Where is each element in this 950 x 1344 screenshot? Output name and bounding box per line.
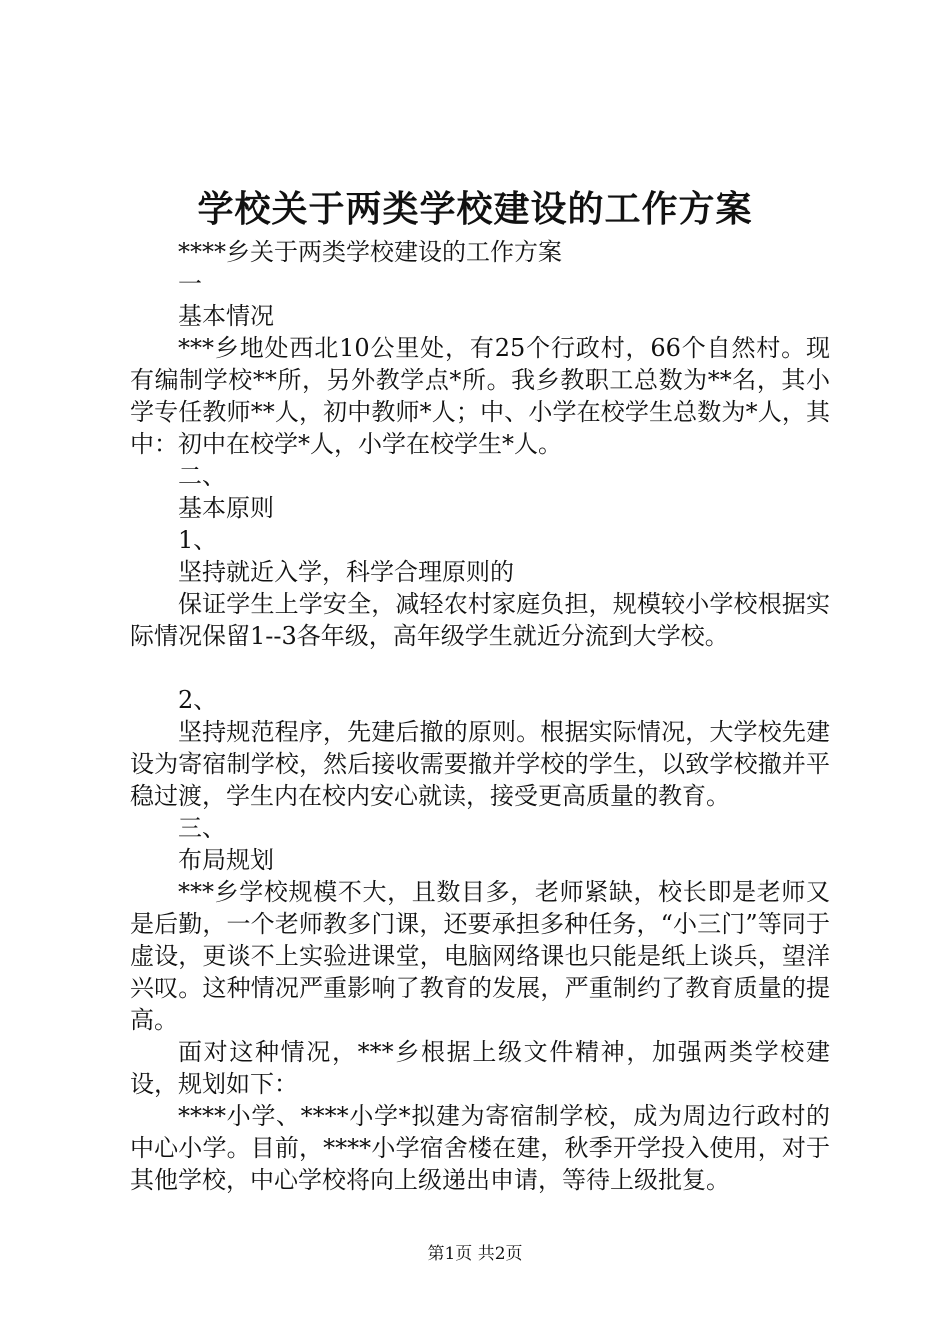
paragraph-boarding-schools: ****小学、****小学*拟建为寄宿制学校，成为周边行政村的中心小学。目前，****小学宿舍楼在建，秋季开学投入使用，对于其他学校，中心学校将向上级递出申请，等待上级批复。 — [130, 1102, 830, 1194]
item-heading-nearby-enrollment: 坚持就近入学，科学合理原则的 — [178, 558, 514, 586]
section-heading-layout-planning: 布局规划 — [178, 846, 274, 874]
section-heading-basic-principles: 基本原则 — [178, 494, 274, 522]
page-footer: 第1页 共2页 — [427, 1244, 523, 1264]
document-body — [130, 236, 830, 1196]
section-number-3: 三、 — [178, 814, 226, 842]
blank-line — [130, 652, 830, 684]
document-title: 学校关于两类学校建设的工作方案 — [197, 188, 753, 230]
section-number-1: 一 — [178, 270, 202, 298]
paragraph-standard-procedure: 坚持规范程序，先建后撤的原则。根据实际情况，大学校先建设为寄宿制学校，然后接收需要撤并学校的学生，以致学校撤并平稳过渡，学生内在校内安心就读，接受更高质量的教育。 — [130, 718, 830, 810]
item-number-2: 2、 — [178, 686, 218, 714]
section-heading-basic-situation: 基本情况 — [178, 302, 274, 330]
paragraph-nearby-enrollment: 保证学生上学安全，减轻农村家庭负担，规模较小学校根据实际情况保留1--3各年级，高年级学生就近分流到大学校。 — [130, 590, 830, 650]
paragraph-basic-situation: ***乡地处西北10公里处，有25个行政村，66个自然村。现有编制学校**所，另外教学点*所。我乡教职工总数为**名，其小学专任教师**人，初中教师*人；中、小学在校学生总数为*人，其中：初中在校学*人，小学在校学生*人。 — [130, 334, 830, 458]
section-number-2: 二、 — [178, 462, 226, 490]
paragraph-plan-intro: 面对这种情况，***乡根据上级文件精神，加强两类学校建设，规划如下： — [130, 1038, 830, 1098]
paragraph-layout-situation: ***乡学校规模不大，且数目多，老师紧缺，校长即是老师又是后勤，一个老师教多门课，还要承担多种任务，“小三门”等同于虚设，更谈不上实验进课堂，电脑网络课也只能是纸上谈兵，望洋兴叹。这种情况严重影响了教育的发展，严重制约了教育质量的提高。 — [130, 878, 830, 1034]
item-number-1: 1、 — [178, 526, 218, 554]
paragraph-subtitle: ****乡关于两类学校建设的工作方案 — [178, 238, 562, 266]
